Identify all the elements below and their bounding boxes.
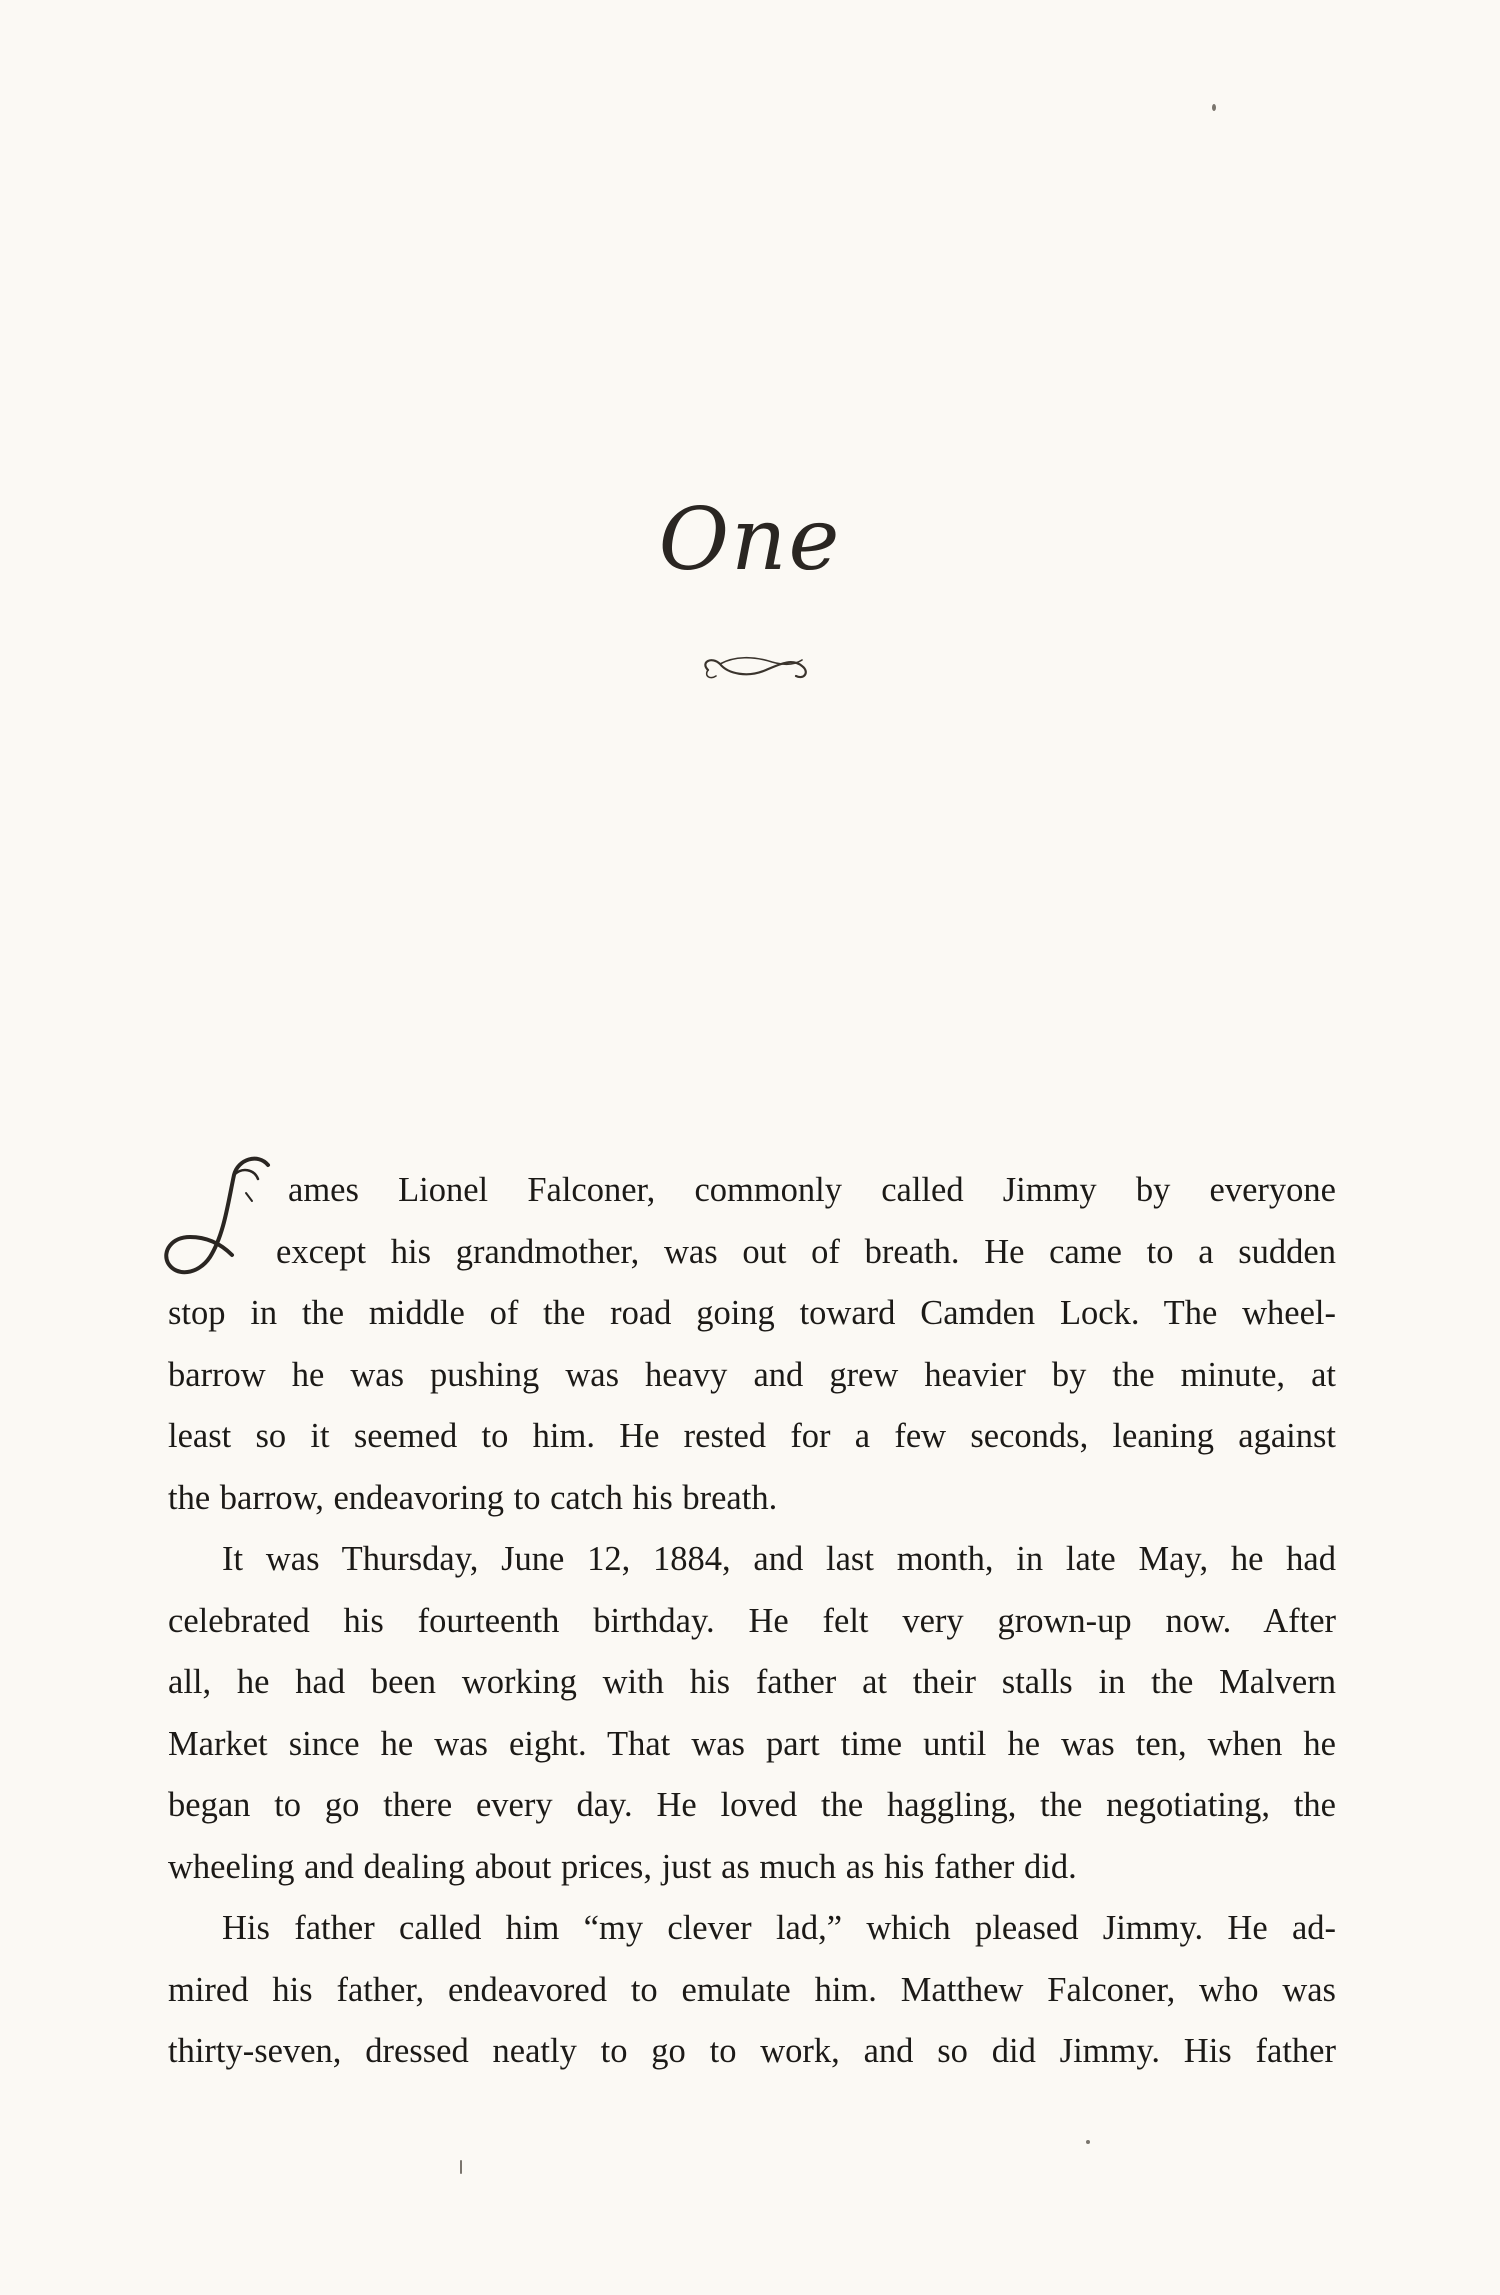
text-line: began to go there every day. He loved the haggling, the negotiating, the	[168, 1786, 1336, 1824]
text-line: stop in the middle of the road going toward Camden Lock. The wheel-	[168, 1294, 1336, 1332]
text-line: least so it seemed to him. He rested for a few seconds, leaning against	[168, 1417, 1336, 1455]
text-line: His father called him “my clever lad,” which pleased Jimmy. He ad-	[222, 1909, 1336, 1947]
chapter-title: One	[658, 490, 842, 590]
text-line: celebrated his fourteenth birthday. He felt very grown-up now. After	[168, 1601, 1336, 1640]
text-line: wheeling and dealing about prices, just as much as his father did.	[168, 1847, 1077, 1886]
text-line: It was Thursday, June 12, 1884, and last month, in late May, he had	[222, 1540, 1336, 1578]
body-text	[168, 1160, 1336, 2083]
paper-speck	[460, 2160, 462, 2174]
paper-speck	[1212, 104, 1216, 111]
text-line: barrow he was pushing was heavy and grew heavier by the minute, at	[168, 1355, 1336, 1394]
text-line: Market since he was eight. That was part time until he was ten, when he	[168, 1724, 1336, 1763]
paragraph-1	[168, 1160, 1336, 1529]
text-line: thirty-seven, dressed neatly to go to work, and so did Jimmy. His father	[168, 2032, 1336, 2070]
text-line: except his grandmother, was out of breath. He came to a sudden	[276, 1232, 1336, 1271]
paragraph-3	[168, 1898, 1336, 2083]
paragraph-2	[168, 1529, 1336, 1898]
flourish-ornament-icon	[688, 648, 828, 688]
text-line: ames Lionel Falconer, commonly called Jimmy by everyone	[288, 1171, 1336, 1209]
text-line: the barrow, endeavoring to catch his breath.	[168, 1478, 778, 1517]
paper-speck	[1086, 2140, 1090, 2144]
text-line: all, he had been working with his father at their stalls in the Malvern	[168, 1663, 1336, 1701]
text-line: mired his father, endeavored to emulate him. Matthew Falconer, who was	[168, 1970, 1336, 2009]
